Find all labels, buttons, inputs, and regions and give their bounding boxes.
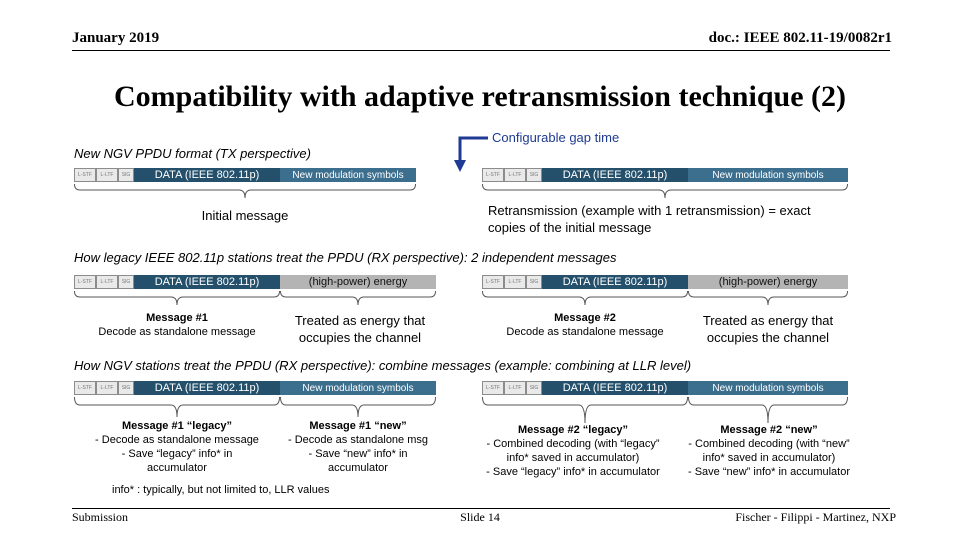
- sig-field: SIG: [118, 275, 134, 289]
- new-modulation-field: New modulation symbols: [688, 381, 848, 395]
- ltf-field: L-LTF: [504, 168, 526, 182]
- section-legacy-heading: How legacy IEEE 802.11p stations treat the PPDU (RX perspective): 2 independent messages: [74, 250, 617, 265]
- ngv-message-2-new: Message #2 “new” - Combined decoding (with “new” info* saved in accumulator) - Save “new” info* in accumulator: [687, 424, 850, 478]
- section-tx-heading: New NGV PPDU format (TX perspective): [74, 146, 311, 161]
- brace-ngv-m2-legacy: [482, 397, 688, 425]
- stf-field: L-STF: [482, 381, 504, 395]
- legacy-message-2: Message #2 Decode as standalone message: [506, 312, 664, 338]
- slide-title: Compatibility with adaptive retransmission technique (2): [114, 80, 846, 113]
- new-modulation-field: New modulation symbols: [280, 381, 436, 395]
- footer-slide-number: Slide 14: [460, 510, 500, 524]
- sig-field: SIG: [526, 275, 542, 289]
- new-modulation-field: New modulation symbols: [280, 168, 416, 182]
- footer-submission: Submission: [72, 510, 129, 524]
- sig-field: SIG: [526, 381, 542, 395]
- ltf-field: L-LTF: [504, 275, 526, 289]
- legacy-message-1: Message #1 Decode as standalone message: [98, 312, 256, 338]
- sig-field: SIG: [118, 168, 134, 182]
- brace-legacy-msg1: [74, 291, 280, 307]
- data-field: DATA (IEEE 802.11p): [542, 168, 688, 182]
- legacy-energy-1: Treated as energy that occupies the channel: [294, 313, 426, 345]
- legacy-energy-2: Treated as energy that occupies the channel: [702, 313, 834, 345]
- sig-field: SIG: [526, 168, 542, 182]
- stf-field: L-STF: [74, 168, 96, 182]
- data-field: DATA (IEEE 802.11p): [134, 381, 280, 395]
- retransmission-label: Retransmission (example with 1 retransmission) = exact copies of the initial message: [488, 203, 811, 235]
- data-field: DATA (IEEE 802.11p): [134, 275, 280, 289]
- ltf-field: L-LTF: [504, 381, 526, 395]
- brace-legacy-energy2: [688, 291, 848, 307]
- ngv-message-1-legacy: Message #1 “legacy” - Decode as standalone message - Save “legacy” info* in accumulator: [95, 420, 259, 474]
- ngv-message-2-legacy: Message #2 “legacy” - Combined decoding (with “legacy” info* saved in accumulator) - Save “legacy” info* in accumulator: [486, 424, 660, 478]
- stf-field: L-STF: [482, 275, 504, 289]
- stf-field: L-STF: [74, 275, 96, 289]
- ltf-field: L-LTF: [96, 381, 118, 395]
- data-field: DATA (IEEE 802.11p): [134, 168, 280, 182]
- gap-time-label: Configurable gap time: [492, 130, 620, 145]
- brace-ngv-m1-legacy: [74, 397, 280, 419]
- new-modulation-field: New modulation symbols: [688, 168, 848, 182]
- sig-field: SIG: [118, 381, 134, 395]
- ngv-message-1-new: Message #1 “new” - Decode as standalone msg - Save “new” info* in accumulator: [287, 420, 429, 474]
- ltf-field: L-LTF: [96, 168, 118, 182]
- energy-field: (high-power) energy: [280, 275, 436, 289]
- energy-field: (high-power) energy: [688, 275, 848, 289]
- brace-legacy-msg2: [482, 291, 688, 307]
- llr-footnote: info* : typically, but not limited to, LLR values: [112, 484, 330, 496]
- brace-initial: [74, 184, 416, 200]
- data-field: DATA (IEEE 802.11p): [542, 275, 688, 289]
- header-rule: [72, 50, 890, 51]
- section-ngv-heading: How NGV stations treat the PPDU (RX perspective): combine messages (example: combining at LLR level): [74, 358, 692, 373]
- brace-retransmission: [482, 184, 848, 200]
- brace-legacy-energy1: [280, 291, 436, 307]
- stf-field: L-STF: [74, 381, 96, 395]
- ltf-field: L-LTF: [96, 275, 118, 289]
- initial-message-label: Initial message: [201, 208, 289, 223]
- brace-ngv-m1-new: [280, 397, 436, 419]
- footer-authors: Fischer - Filippi - Martinez, NXP: [735, 510, 896, 524]
- stf-field: L-STF: [482, 168, 504, 182]
- data-field: DATA (IEEE 802.11p): [542, 381, 688, 395]
- header-date: January 2019: [72, 30, 160, 46]
- footer-rule: [72, 508, 890, 509]
- header-doc-id: doc.: IEEE 802.11-19/0082r1: [708, 30, 892, 46]
- brace-ngv-m2-new: [688, 397, 848, 425]
